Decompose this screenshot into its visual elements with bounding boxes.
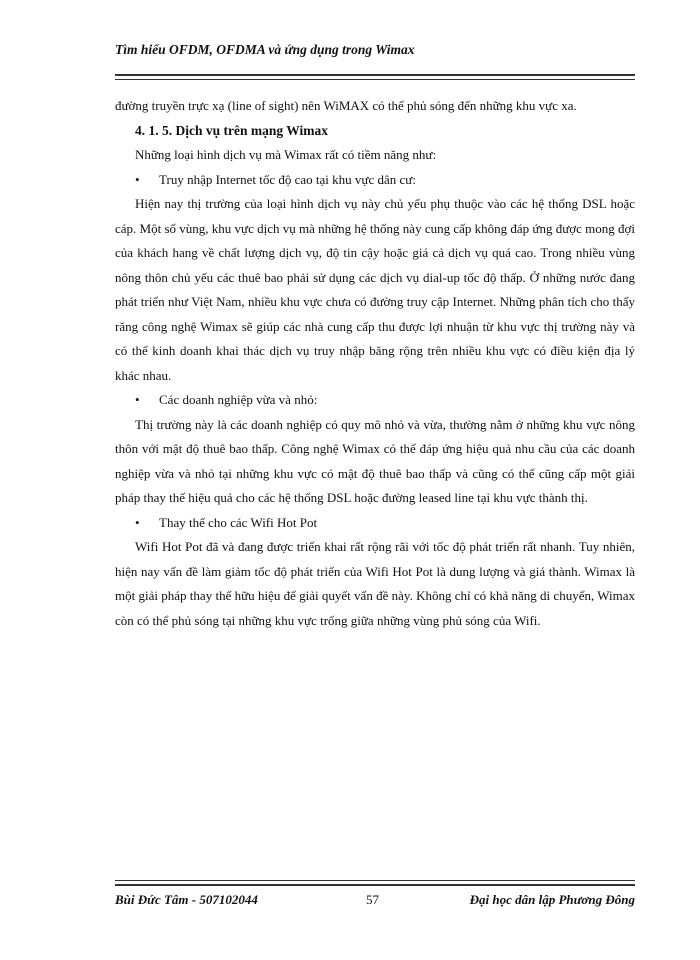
paragraph-sme: Thị trường này là các doanh nghiệp có quy mô nhỏ và vừa, thường nằm ở những khu vực nông thôn với mật độ thuê bao thấp. Công nghệ Wimax có thể đáp ứng hiệu quả nhu cầu của các doanh nghiệp vừa và nhỏ tại những khu vực có mật độ thuê bao thấp và cũng có thể cũng cấp một giải pháp thay thế hiệu quả cho các hệ thống DSL hoặc đường leased line tại khu vực thành thị. <box>115 416 635 505</box>
footer-divider <box>115 884 635 886</box>
bullet-text: Thay thế cho các Wifi Hot Pot <box>159 514 318 530</box>
section-heading: 4. 1. 5. Dịch vụ trên mạng Wimax <box>135 122 329 138</box>
bullet-item-sme <box>115 388 635 413</box>
bullet-item-internet <box>115 168 635 193</box>
bullet-text: Các doanh nghiệp vừa và nhỏ: <box>159 392 318 407</box>
bullet-item-wifi <box>115 511 635 536</box>
paragraph-continuation: đường truyền trực xạ (line of sight) nên WiMAX có thể phủ sóng đến những khu vực xa. <box>115 98 577 113</box>
intro-paragraph: Những loại hình dịch vụ mà Wimax rất có tiềm năng như: <box>135 147 437 162</box>
footer-institution: Đại học dân lập Phương Đông <box>469 892 635 907</box>
bullet-icon <box>135 388 159 413</box>
page-number: 57 <box>366 892 379 907</box>
footer-author: Bùi Đức Tâm - 507102044 <box>115 892 258 907</box>
page-body <box>115 94 635 633</box>
bullet-icon <box>135 168 159 193</box>
paragraph-wifi: Wifi Hot Pot đã và đang được triển khai rất rộng rãi với tốc độ phát triển rất nhanh. Tuy nhiên, hiện nay vấn đề làm giảm tốc độ phát triển của Wifi Hot Pot là dung lượng và giá thành. Wimax là một giải pháp thay thế hữu hiệu để giải quyết vấn đề này. Không chỉ có khả năng di chuyển, Wimax còn có thể phủ sóng tại những khu vực trống giữa những vùng phủ sóng của Wifi. <box>115 539 635 628</box>
bullet-icon <box>135 511 159 536</box>
running-header-title: Tìm hiểu OFDM, OFDMA và ứng dụng trong Wimax <box>115 42 415 57</box>
footer-divider-thin <box>115 880 635 881</box>
header-divider <box>115 74 635 76</box>
header-divider-thin <box>115 79 635 80</box>
bullet-text: Truy nhập Internet tốc độ cao tại khu vực dân cư: <box>159 171 416 187</box>
paragraph-internet: Hiện nay thị trường của loại hình dịch vụ này chủ yếu phụ thuộc vào các hệ thống DSL hoặc cáp. Một số vùng, khu vực dịch vụ mà những hệ thống này cung cấp không đáp ứng được mong đợi của khách hang về chất lượng dịch vụ, độ tin cậy hoặc giá cả dịch vụ quá cao. Trong nhiều vùng nông thôn chủ yếu các thuê bao phải sử dụng các dịch vụ dial-up tốc độ thấp. Ở những nước đang phát triển như Việt Nam, nhiều khu vực chưa có đường truy cập Internet. Những phân tích cho thấy răng công nghệ Wimax sẽ giúp các nhà cung cấp thu được lợi nhuận từ khu vực thị trường này và có thể kinh doanh khai thác dịch vụ truy nhập băng rộng trên nhiều khu vực có điều kiện địa lý khác nhau. <box>115 196 635 383</box>
